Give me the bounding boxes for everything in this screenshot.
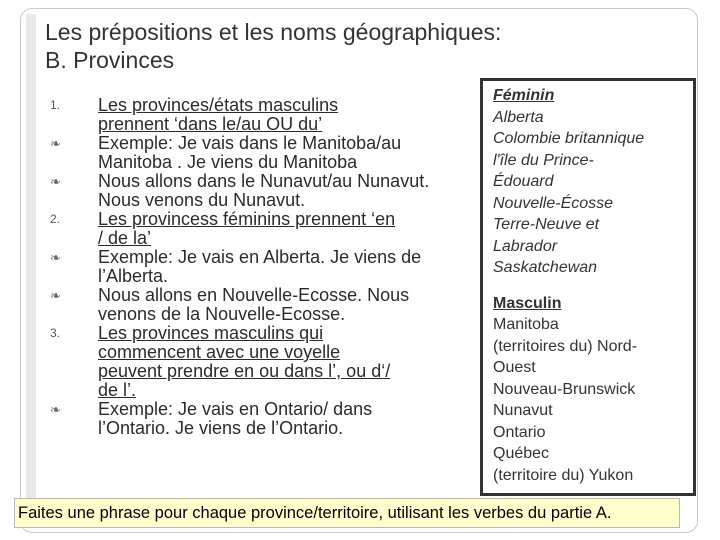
page-title [45, 18, 645, 74]
province-item: Nunavut [493, 402, 553, 419]
bullet-text [98, 400, 480, 438]
bullet-text-line: l’Alberta. [98, 266, 169, 286]
feminin-list [493, 107, 693, 279]
province-item: Manitoba [493, 316, 559, 333]
province-item: Labrador [493, 237, 558, 255]
bullet-text [98, 248, 480, 286]
instruction-banner: Faites une phrase pour chaque province/territoire, utilisant les verbes du partie A. [14, 498, 680, 528]
bullet-text-line: commencent avec une voyelle [98, 342, 341, 362]
province-item: l'île du Prince- [493, 151, 594, 169]
province-item: Ontario [493, 423, 546, 441]
bullet-symbol-icon: ❧ [50, 402, 61, 417]
province-item: Ouest [493, 359, 536, 376]
left-accent-bar [26, 14, 36, 526]
bullet-list [50, 96, 480, 438]
bullet-symbol-icon: ❧ [50, 250, 61, 265]
province-item: Colombie britannique [493, 130, 645, 147]
bullet-text-line: Nous allons en Nouvelle-Ecosse. Nous [98, 285, 410, 305]
bullet-item [50, 134, 480, 172]
bullet-text-line: Les provinces/états masculins [98, 95, 339, 115]
bullet-symbol-icon: ❧ [50, 288, 61, 303]
bullet-text-line: de l’. [98, 380, 137, 400]
bullet-symbol-icon: ❧ [50, 174, 61, 189]
bullet-text-line: Les provincess féminins prennent ‘en [98, 209, 396, 229]
bullet-item [50, 96, 480, 134]
title-line-1: Les prépositions et les noms géographiques: [45, 19, 502, 45]
bullet-text [98, 286, 480, 324]
feminin-heading: Féminin [493, 87, 555, 104]
province-item: Nouvelle-Écosse [493, 194, 614, 212]
bullet-item [50, 210, 480, 248]
bullet-text-line: venons de la Nouvelle-Ecosse. [98, 304, 346, 324]
bullet-item [50, 248, 480, 286]
province-item: Saskatchewan [493, 259, 598, 276]
bullet-text-line: Exemple: Je vais en Alberta. Je viens de [98, 247, 422, 267]
bullet-text-line: prennent ‘dans le/au OU du’ [98, 114, 323, 134]
bullet-text-line: Les provinces masculins qui [98, 323, 324, 343]
bullet-number: 1. [50, 98, 61, 112]
province-item: Nouveau-Brunswick [493, 380, 636, 398]
bullet-item [50, 172, 480, 210]
bullet-text-line: / de la’ [98, 228, 152, 248]
bullet-text-line: l’Ontario. Je viens de l’Ontario. [98, 418, 344, 438]
bullet-symbol-icon: ❧ [50, 136, 61, 151]
bullet-text-line: peuvent prendre en ou dans l’, ou d‘/ [98, 361, 391, 381]
bullet-text-line: Nous venons du Nunavut. [98, 190, 306, 210]
province-item: Terre-Neuve et [493, 216, 600, 233]
bullet-text-line: Exemple: Je vais en Ontario/ dans [98, 399, 373, 419]
bullet-text [98, 134, 480, 172]
bullet-text-line: Nous allons dans le Nunavut/au Nunavut. [98, 171, 430, 191]
bullet-item [50, 324, 480, 400]
masculin-heading: Masculin [493, 294, 562, 312]
masculin-list [493, 314, 693, 486]
bullet-number: 3. [50, 326, 61, 340]
province-item: (territoire du) Yukon [493, 466, 634, 484]
bullet-number: 2. [50, 212, 61, 226]
bullet-text-line: Manitoba . Je viens du Manitoba [98, 152, 358, 172]
province-item: Alberta [493, 108, 544, 126]
bullet-item [50, 400, 480, 438]
bullet-text [98, 96, 480, 134]
province-item: (territoires du) Nord- [493, 337, 638, 355]
bullet-text [98, 210, 480, 248]
bullet-text-line: Exemple: Je vais dans le Manitoba/au [98, 133, 402, 153]
province-list-box [480, 78, 696, 496]
province-item: Édouard [493, 173, 554, 190]
bullet-text [98, 172, 480, 210]
bullet-text [98, 324, 480, 400]
province-item: Québec [493, 445, 550, 462]
bullet-item [50, 286, 480, 324]
title-line-2: B. Provinces [45, 47, 175, 73]
